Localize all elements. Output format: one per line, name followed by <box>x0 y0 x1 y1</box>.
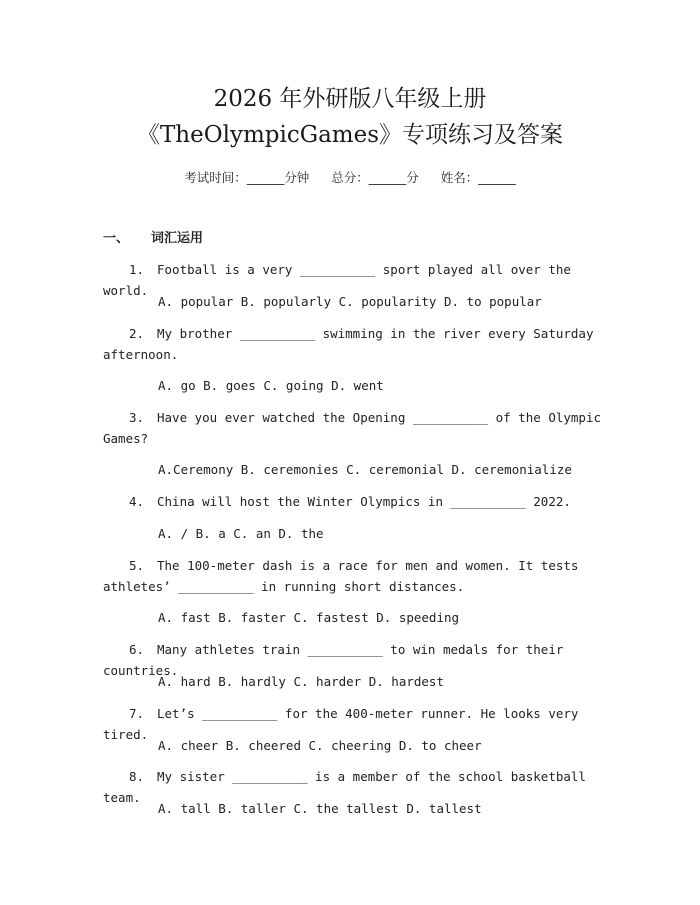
question-number: 7. <box>129 706 145 721</box>
question-2-options: A. go B. goes C. going D. went <box>158 378 384 393</box>
question-3-options: A.Ceremony B. ceremonies C. ceremonial D. ceremonialize <box>158 462 572 477</box>
question-3 <box>103 407 603 449</box>
question-7-options: A. cheer B. cheered C. cheering D. to cheer <box>158 738 482 753</box>
question-text: Let’s __________ for the 400-meter runner. He looks very tired. <box>103 706 579 742</box>
question-number: 6. <box>129 642 145 657</box>
question-5 <box>103 555 603 597</box>
exam-time: 考试时间：______分钟 <box>184 170 310 185</box>
question-text: China will host the Winter Olympics in __________ 2022. <box>157 494 571 509</box>
question-number: 5. <box>129 558 145 573</box>
question-number: 4. <box>129 494 145 509</box>
question-6-options: A. hard B. hardly C. harder D. hardest <box>158 674 444 689</box>
question-2 <box>103 323 603 365</box>
question-5-options: A. fast B. faster C. fastest D. speeding <box>158 610 460 625</box>
exam-name-field: 姓名：______ <box>440 170 516 185</box>
question-text: The 100-meter dash is a race for men and women. It tests athletes’ __________ in running short distances. <box>103 558 579 594</box>
question-number: 3. <box>129 410 145 425</box>
section-heading <box>103 229 203 249</box>
question-text: My sister __________ is a member of the school basketball team. <box>103 769 586 805</box>
question-text: My brother __________ swimming in the river every Saturday afternoon. <box>103 326 594 362</box>
question-text: Have you ever watched the Opening __________ of the Olympic Games? <box>103 410 602 446</box>
question-number: 8. <box>129 769 145 784</box>
document-title-line-2: 《TheOlympicGames》专项练习及答案 <box>136 122 564 148</box>
question-8-options: A. tall B. taller C. the tallest D. tallest <box>158 801 482 816</box>
question-text: Football is a very __________ sport played all over the world. <box>103 262 571 298</box>
exam-info <box>0 169 700 187</box>
document-title-line-1: 2026 年外研版八年级上册 <box>213 86 487 112</box>
question-1-options: A. popular B. popularly C. popularity D. to popular <box>158 294 542 309</box>
question-text: Many athletes train __________ to win medals for their countries. <box>103 642 564 678</box>
question-number: 2. <box>129 326 145 341</box>
section-number: 一、 <box>103 231 130 246</box>
question-4-options: A. / B. a C. an D. the <box>158 526 324 541</box>
exam-total-score: 总分：______分 <box>331 170 419 185</box>
section-title: 词汇运用 <box>151 231 204 246</box>
question-4 <box>103 491 603 512</box>
question-number: 1. <box>129 262 145 277</box>
